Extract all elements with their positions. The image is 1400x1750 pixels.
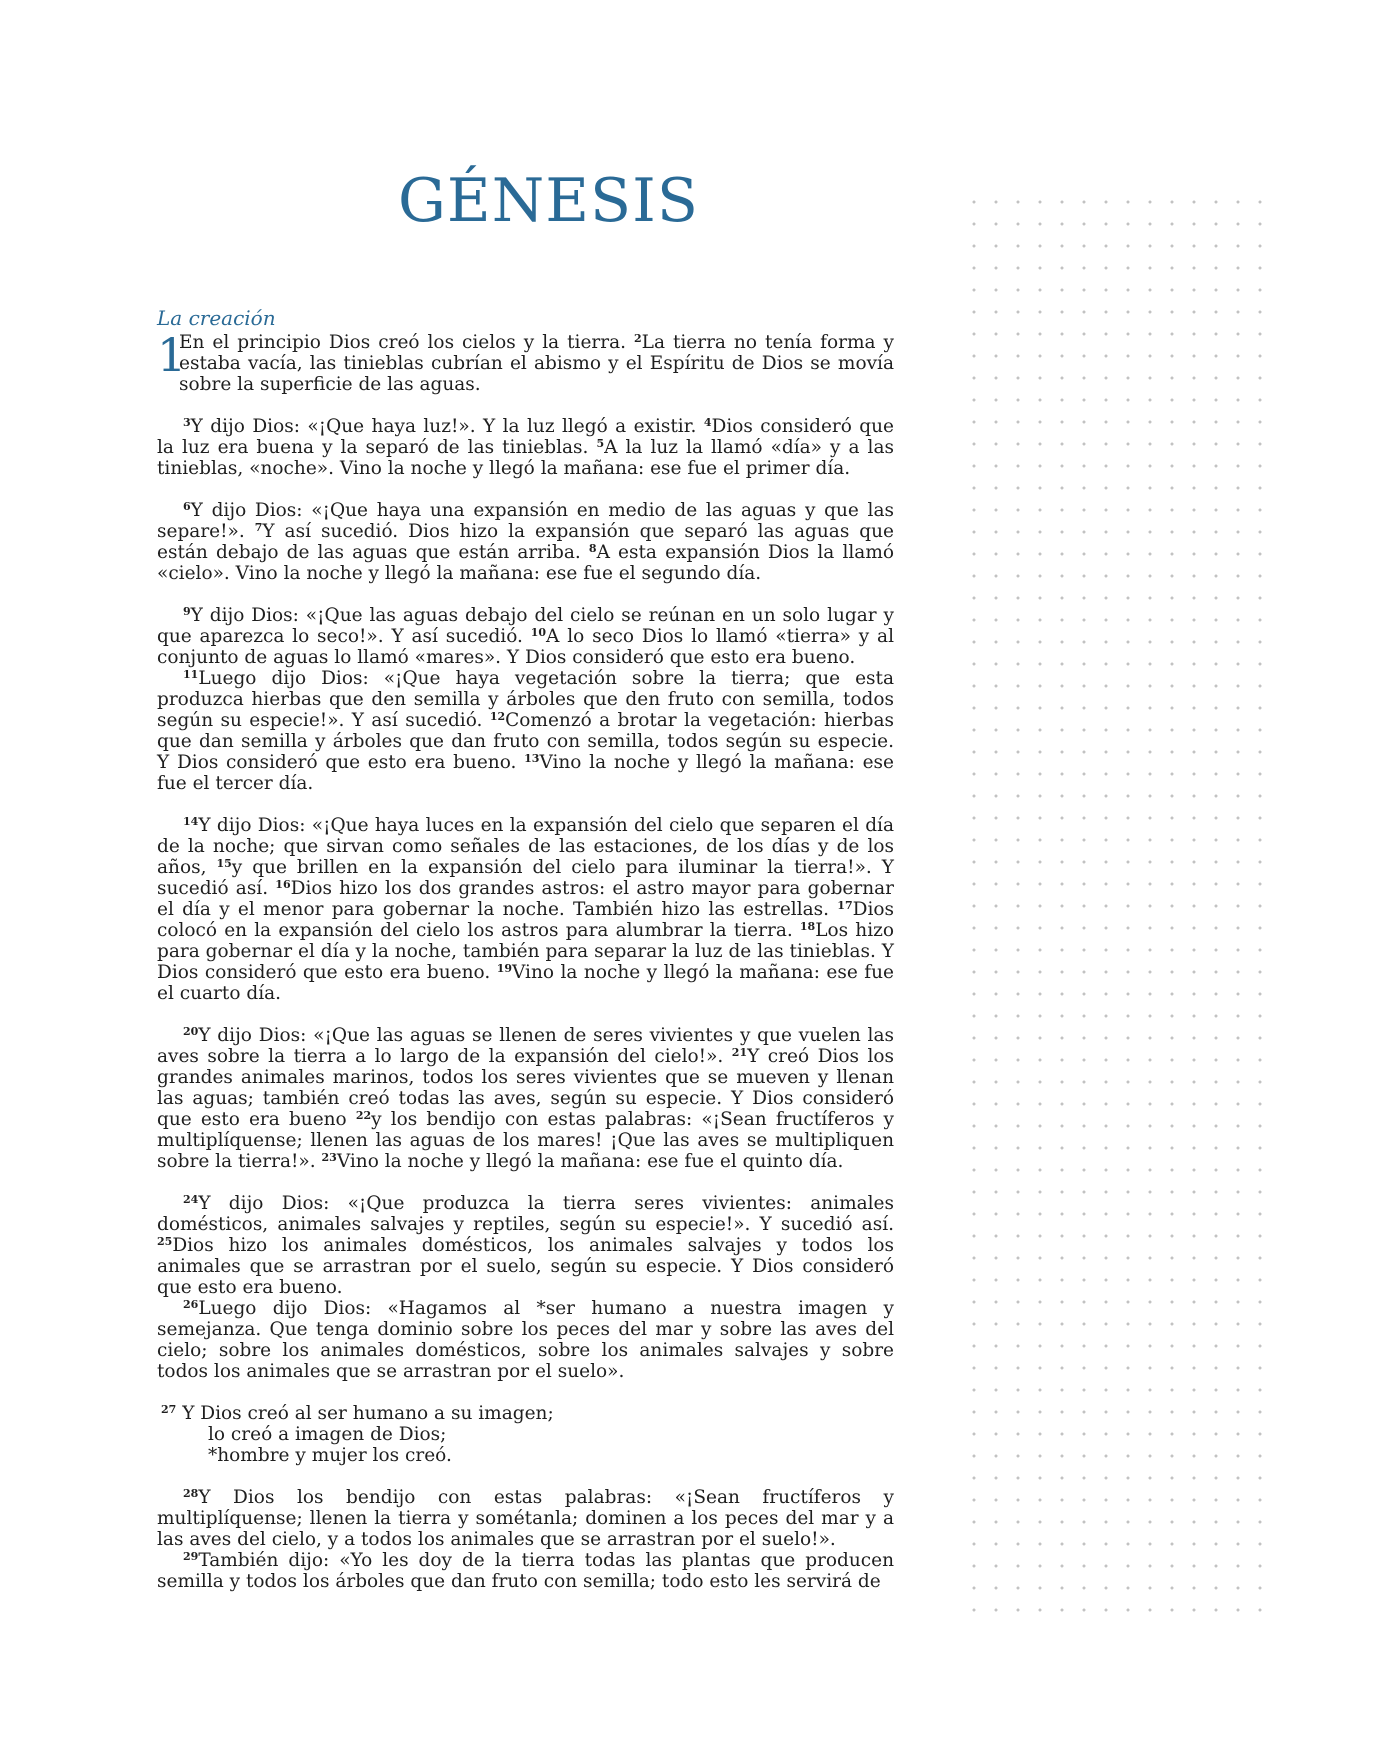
paragraph <box>157 1025 894 1172</box>
poetry-line: *hombre y mujer los creó. <box>208 1445 452 1466</box>
verse-number: 23 <box>321 1151 337 1164</box>
verse-text: Y dijo Dios: «¡Que haya luces en la expansión del cielo que separen el día de la noche; que sirvan como señales de las estaciones, de los días y de los años, <box>157 815 894 878</box>
verse-number: 25 <box>157 1235 173 1248</box>
verse-number: 9 <box>183 605 191 618</box>
verse-text: La tierra no tenía forma y estaba vacía, las tinieblas cubrían el abismo y el Espíritu de Dios se movía sobre la superficie de las aguas. <box>179 332 894 395</box>
verse-number: 19 <box>496 962 512 975</box>
book-title: GÉNESIS <box>398 166 699 236</box>
verse-number: 3 <box>183 416 191 429</box>
verse-number: 4 <box>703 416 712 429</box>
verse-text: Dios hizo los animales domésticos, los animales salvajes y todos los animales que se arrastran por el suelo, según su especie. Y Dios consideró que esto era bueno. <box>157 1235 894 1298</box>
verse-text: Y Dios los bendijo con estas palabras: «¡Sean fructíferos y multiplíquense; llenen la tierra y sométanla; dominen a los peces del mar y a las aves del cielo, y a todos los animales que se arrastran por el suelo!». <box>157 1487 894 1550</box>
verse-number: 22 <box>355 1109 372 1122</box>
dot-grid-notes-margin <box>963 191 1279 1618</box>
verse-number: 8 <box>588 542 597 555</box>
verse-text: A la luz la llamó «día» y a las tinieblas, «noche». Vino la noche y llegó la mañana: ese fue el primer día. <box>157 437 894 479</box>
verse-text: A lo seco Dios lo llamó «tierra» y al conjunto de aguas lo llamó «mares». Y Dios consideró que esto era bueno. <box>157 626 894 668</box>
verse-text: Los hizo para gobernar el día y la noche, también para separar la luz de las tinieblas. Y Dios consideró que esto era bueno. <box>157 920 894 983</box>
verse-text: Comenzó a brotar la vegetación: hierbas que dan semilla y árboles que dan fruto con semilla, todos según su especie. Y Dios consideró que esto era bueno. <box>157 710 894 773</box>
verse-number: 21 <box>731 1046 748 1059</box>
chapter-opening <box>157 328 894 395</box>
verse-text: Vino la noche y llegó la mañana: ese fue el tercer día. <box>157 752 894 794</box>
verse-text: A esta expansión Dios la llamó «cielo». Vino la noche y llegó la mañana: ese fue el segundo día. <box>157 542 895 584</box>
paragraph <box>157 1550 894 1592</box>
verse-number: 5 <box>596 437 605 450</box>
verse-number: 2 <box>634 332 642 345</box>
paragraph <box>157 815 894 1004</box>
paragraph <box>157 668 894 794</box>
paragraph <box>157 1487 894 1550</box>
verse-number: 12 <box>489 710 506 723</box>
chapter-number: 1 <box>157 328 187 382</box>
poetry-line: lo creó a imagen de Dios; <box>208 1424 447 1445</box>
paragraph-list <box>157 395 894 1382</box>
verse-text: Luego dijo Dios: «¡Que haya vegetación sobre la tierra; que esta produzca hierbas que den semilla y árboles que den fruto con semilla, todos según su especie!». Y así sucedió. <box>157 668 894 731</box>
verse-number: 17 <box>837 899 853 912</box>
verse-text: Y dijo Dios: «¡Que produzca la tierra seres vivientes: animales domésticos, animales salvajes y reptiles, según su especie!». Y sucedió así. <box>157 1193 894 1235</box>
verse-number: 11 <box>183 668 199 681</box>
paragraph <box>157 416 894 479</box>
verse-number: 28 <box>183 1487 199 1500</box>
verse-text: Luego dijo Dios: «Hagamos al *ser humano a nuestra imagen y semejanza. Que tenga dominio sobre los peces del mar y sobre las aves del cielo; sobre los animales domésticos, sobre los animales salvajes y sobre todos los animales que se arrastran por el suelo». <box>157 1298 894 1382</box>
verse-number: 15 <box>216 857 232 870</box>
verse-text: Y creó Dios los grandes animales marinos, todos los seres vivientes que se mueven y llenan las aguas; también creó todas las aves, según su especie. Y Dios consideró que esto era bueno <box>157 1046 894 1130</box>
verse-number: 24 <box>183 1193 199 1206</box>
paragraph <box>157 500 894 584</box>
verse-number: 7 <box>254 521 263 534</box>
paragraph <box>157 605 894 668</box>
verse-number: 29 <box>183 1550 199 1563</box>
verse-text: Y dijo Dios: «¡Que las aguas se llenen de seres vivientes y que vuelen las aves sobre la tierra a lo largo de la expansión del cielo!». <box>157 1025 894 1067</box>
verse-number: 27 <box>161 1403 177 1416</box>
verse-text: Y dijo Dios: «¡Que haya una expansión en medio de las aguas y que las separe!». <box>157 500 894 542</box>
verse-number: 14 <box>183 815 199 828</box>
paragraph <box>157 1193 894 1298</box>
verse-number: 13 <box>524 752 540 765</box>
verse-text: Dios colocó en la expansión del cielo los astros para alumbrar la tierra. <box>157 899 894 941</box>
paragraph <box>157 1298 894 1382</box>
paragraph-list <box>157 1466 894 1592</box>
verse-number: 20 <box>183 1025 199 1038</box>
verse-text: Dios consideró que la luz era buena y la separó de las tinieblas. <box>157 416 895 458</box>
verse-text: Y así sucedió. Dios hizo la expansión que separó las aguas que están debajo de las aguas que están arriba. <box>157 521 894 563</box>
verse-text: También dijo: «Yo les doy de la tierra todas las plantas que producen semilla y todos los árboles que dan fruto con semilla; todo esto les servirá de <box>157 1550 894 1592</box>
verse-number: 26 <box>183 1298 199 1311</box>
paragraph <box>179 332 894 395</box>
poetry-block <box>157 1403 894 1466</box>
verse-number: 6 <box>183 500 191 513</box>
verse-text: y los bendijo con estas palabras: «¡Sean fructíferos y multiplíquense; llenen las aguas de los mares! ¡Que las aves se multipliquen sobre la tierra!». <box>157 1109 894 1172</box>
verse-number: 16 <box>275 878 291 891</box>
verse-text: Vino la noche y llegó la mañana: ese fue el quinto día. <box>336 1151 844 1172</box>
poetry-line: $^{27}$ Y Dios creó al ser humano a su imagen; <box>161 1403 554 1424</box>
scripture-text-column <box>157 306 894 1592</box>
verse-text: y que brillen en la expansión del cielo para iluminar la tierra!». Y sucedió así. <box>157 857 894 899</box>
verse-text: En el principio Dios creó los cielos y la tierra. <box>179 332 634 353</box>
section-heading: La creación <box>157 306 276 330</box>
verse-text: Vino la noche y llegó la mañana: ese fue el cuarto día. <box>157 962 894 1004</box>
verse-number: 18 <box>799 920 816 933</box>
verse-text: Y dijo Dios: «¡Que haya luz!». Y la luz llegó a existir. <box>190 416 704 437</box>
verse-text: Dios hizo los dos grandes astros: el astro mayor para gobernar el día y el menor para gobernar la noche. También hizo las estrellas. <box>157 878 895 920</box>
verse-text: Y dijo Dios: «¡Que las aguas debajo del cielo se reúnan en un solo lugar y que aparezca lo seco!». Y así sucedió. <box>157 605 894 647</box>
verse-number: 10 <box>530 626 547 639</box>
